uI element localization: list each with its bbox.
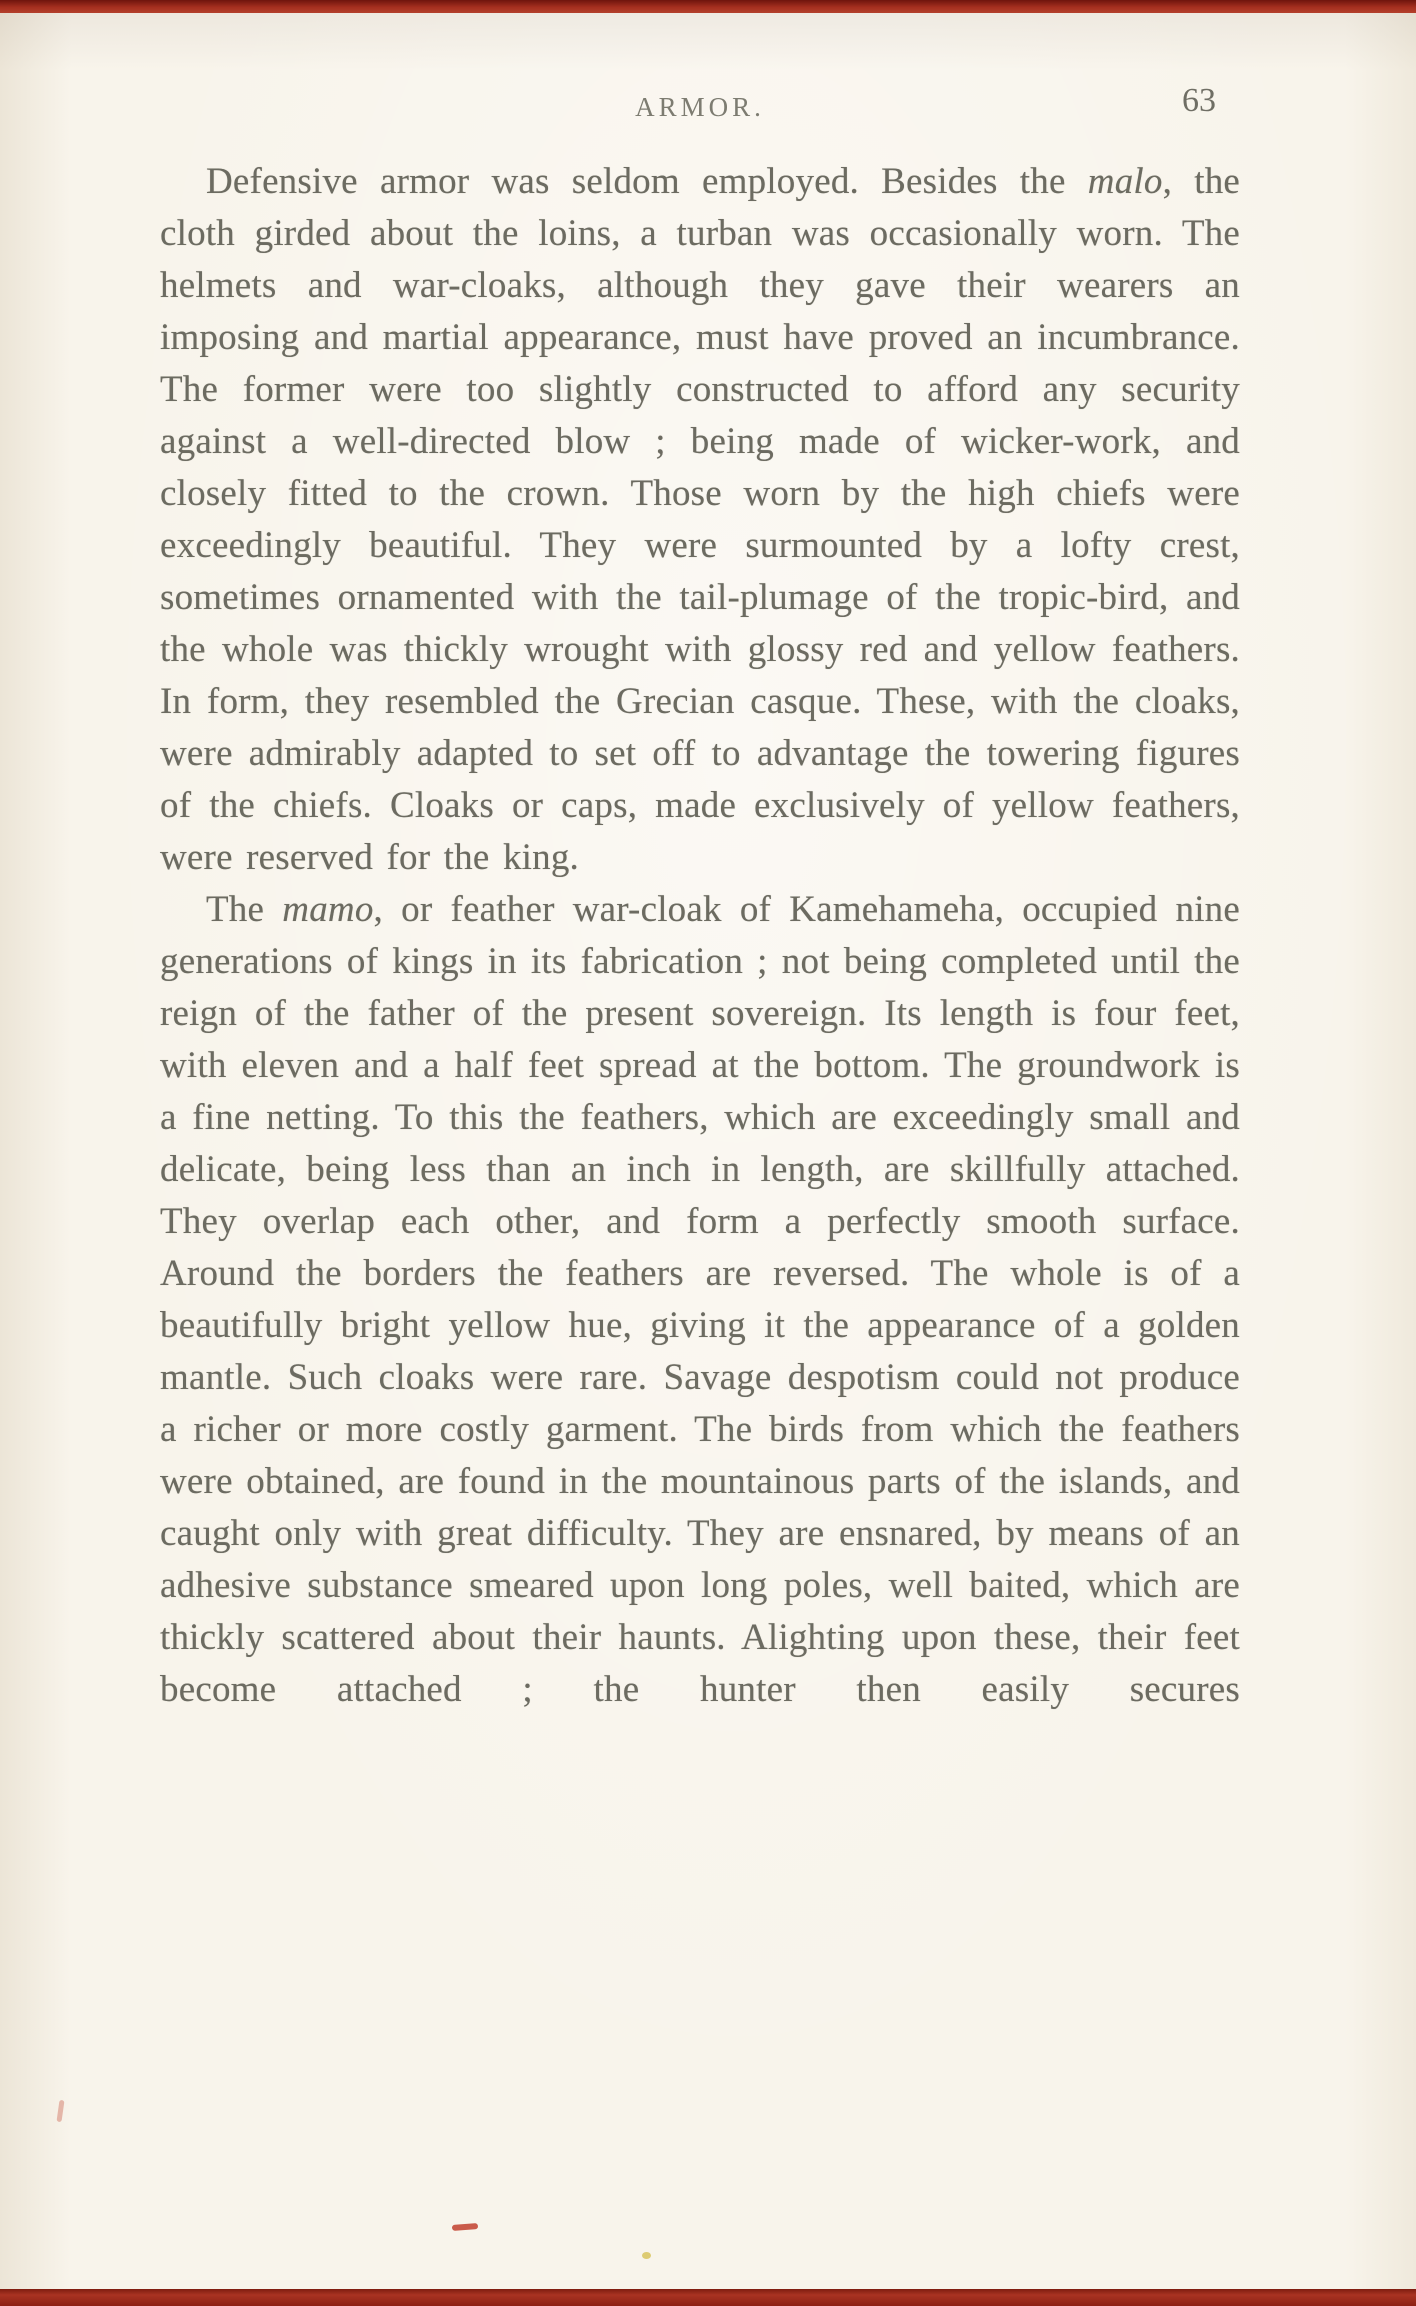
scan-mark-yellow-dot	[642, 2252, 651, 2259]
italic-term-mamo: mamo	[282, 889, 374, 930]
paragraph-armor	[160, 156, 1240, 884]
page-header	[160, 82, 1240, 132]
running-title: ARMOR.	[635, 92, 765, 122]
text-run: , the cloth girded about the loins, a turban was occasionally worn. The helmets and war-cloaks, although they gave their wearers an imposing and martial appearance, must have proved an incumbrance. The former were too slightly constructed to afford any security against a well-directed blow ; being made of wicker-work, and closely fitted to the crown. Those worn by the high chiefs were exceedingly beautiful. They were surmounted by a lofty crest, sometimes ornamented with the tail-plumage of the tropic-bird, and the whole was thickly wrought with glossy red and yellow feathers. In form, they resembled the Grecian casque. These, with the cloaks, were admirably adapted to set off to advantage the towering figures of the chiefs. Cloaks or caps, made exclusively of yellow feathers, were reserved for the king.	[160, 161, 1241, 878]
text-run: , or feather war-cloak of Kamehameha, occupied nine generations of kings in its fabrication ; not being completed until the reign of the father of the present sovereign. Its length is four feet, with eleven and a half feet spread at the bottom. The groundwork is a fine netting. To this the feathers, which are exceedingly small and delicate, being less than an inch in length, are skillfully attached. They overlap each other, and form a perfectly smooth surface. Around the borders the feathers are reversed. The whole is of a beautifully bright yellow hue, giving it the appearance of a golden mantle. Such cloaks were rare. Savage despotism could not produce a richer or more costly garment. The birds from which the feathers were obtained, are found in the mountainous parts of the islands, and caught only with great difficulty. They are ensnared, by means of an adhesive substance smeared upon long poles, well baited, which are thickly scattered about their haunts. Alighting upon these, their feet become attached ; the hunter then easily secures	[160, 889, 1241, 1710]
scan-mark-red-dash	[452, 2223, 478, 2231]
scan-edge-strip-bottom	[0, 2289, 1416, 2306]
italic-term-malo: malo	[1087, 161, 1163, 202]
scan-edge-strip-top	[0, 0, 1416, 13]
paragraph-mamo	[160, 884, 1240, 1716]
page-number: 63	[1182, 82, 1216, 119]
text-run: The	[206, 889, 283, 930]
scan-mark-left-smudge	[56, 2100, 64, 2122]
text-run: Defensive armor was seldom employed. Besides the	[206, 161, 1088, 202]
page-text-block	[160, 156, 1240, 1716]
